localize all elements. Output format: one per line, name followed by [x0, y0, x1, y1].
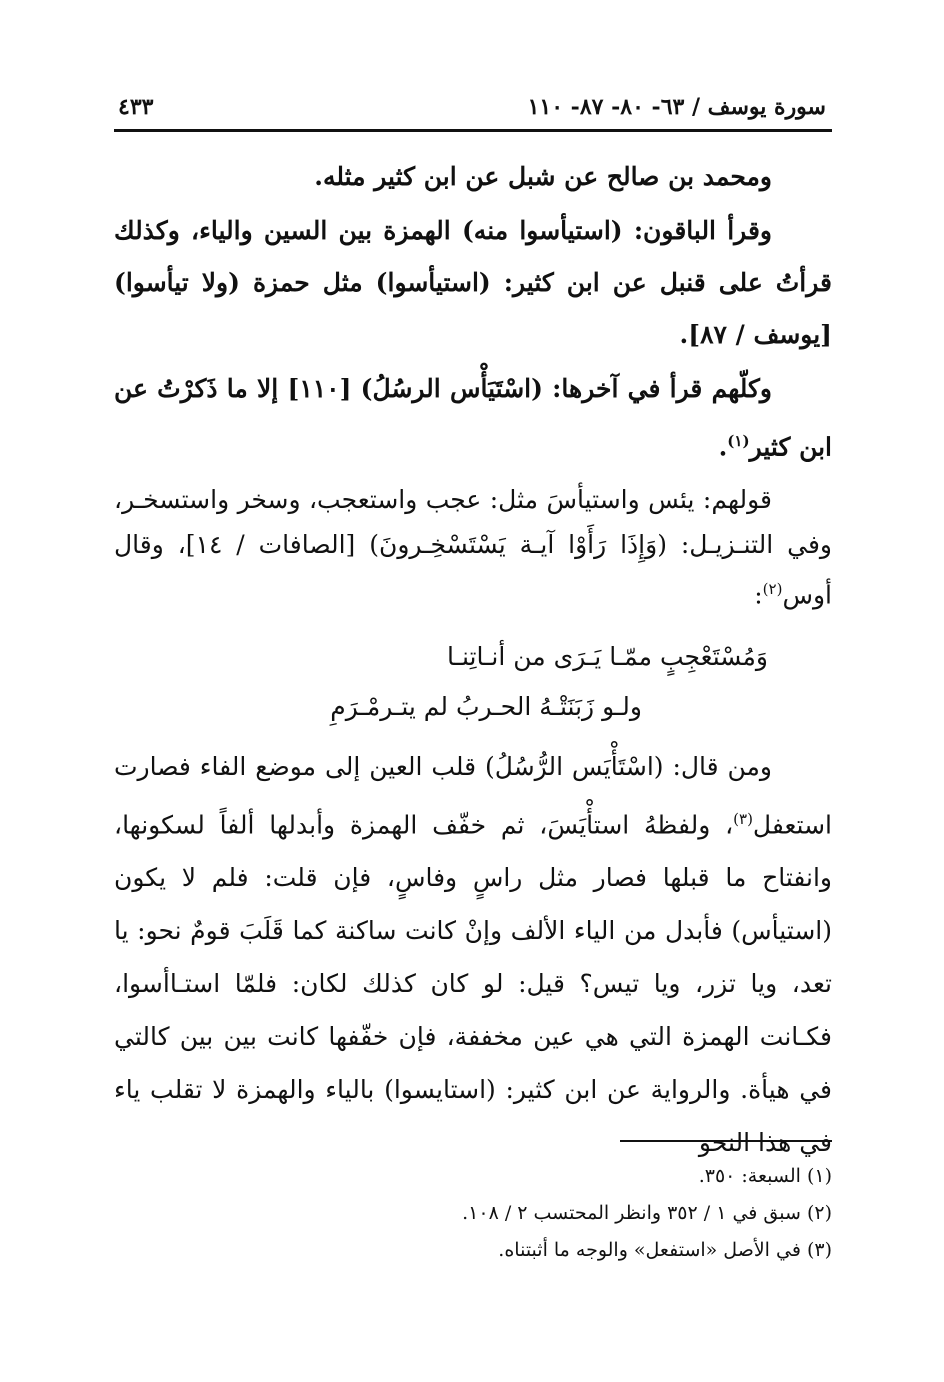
paragraph-4: قولهم: يئس واستيأسَ مثل: عجب واستعجب، وسخر واستسخـر، وفي التنـزيـل: (وَإِذَا رَأَوْا آيـة يَسْتَسْخِـرونَ) [الصافات / ١٤]، وقال أوس$^{(٢)}$:: [114, 485, 832, 610]
verse-hemistich-2: ولـو زَبَنَتْـهُ الحـربُ لم يتـرمْـرَمِ: [330, 691, 642, 721]
main-text: [114, 150, 832, 1169]
paragraph-1: ومحمد بن صالح عن شبل عن ابن كثير مثله.: [314, 162, 772, 191]
footnote-1: (١) السبعة: ٣٥٠.: [698, 1165, 832, 1187]
footnotes: [114, 1158, 832, 1269]
footnote-rule: [620, 1140, 832, 1142]
running-title: سورة يوسف / ٦٣- ٨٠- ٨٧- ١١٠: [527, 94, 826, 120]
footnote-ref-2: (٢): [762, 580, 783, 599]
page-number: ٤٣٣: [118, 94, 154, 120]
footnote-3: (٣) في الأصل «استفعل» والوجه ما أثبتناه.: [498, 1239, 832, 1261]
paragraph-5: ومن قال: (اسْتَأْيَس الرُّسُلُ) قلب العين إلى موضع الفاء فصارت استعفل$^{(٣)}$، ولفظهُ استأْيَسَ، ثم خفّف الهمزة وأبدلها ألفاً لسكونها، وانفتاح ما قبلها فصار مثل راسٍ وفاسٍ، فإن قلت: فلم لا يكون (استيأس) فأبدل من الياء الألف وإنْ كانت ساكنة كما قَلَبَ قومٌ نحو: يا تعد، ويا تزر، ويا تيس؟ قيل: لو كان كذلك لكان: فلمّا استـاأسوا، فكـانت الهمزة التي هي عين مخففة، فإن خفّفها كانت بين بين كالتي في هيأة. والرواية عن ابن كثير: (استايسوا) بالياء والهمزة لا تقلب ياء في هذا النحو: [114, 751, 832, 1157]
paragraph-2: وقرأ الباقون: (استيأسوا منه) الهمزة بين السين والياء، وكذلك قرأتُ على قنبل عن ابن كثير: (استيأسوا) مثل حمزة (ولا تيأسوا) [يوسف / ٨٧].: [114, 216, 832, 349]
footnote-ref-1: (١): [727, 432, 750, 450]
page-header: [118, 82, 826, 132]
paragraph-3: وكلّهم قرأ في آخرها: (اسْتَيَأْس الرسُلُ) [١١٠] إلا ما ذَكرْتُ عن ابن كثير$^{(١)}$.: [114, 374, 832, 462]
verse-hemistich-1: وَمُسْتَعْجِبٍ ممّـا يَـرَى من أنـاتِنـا: [447, 641, 768, 671]
footnote-2: (٢) سبق في ١ / ٣٥٢ وانظر المحتسب ٢ / ١٠٨.: [462, 1202, 832, 1224]
poem-verse: [114, 632, 832, 732]
footnote-ref-3: (٣): [733, 809, 753, 828]
header-rule: [114, 129, 832, 132]
